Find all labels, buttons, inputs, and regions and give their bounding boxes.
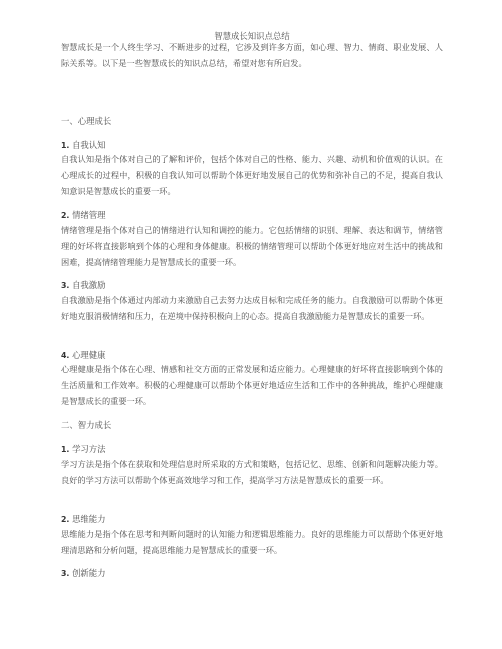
item-paragraph-emotion-management: 情绪管理是指个体对自己的情绪进行认知和调控的能力。它包括情绪的识别、理解、表达和调节，情绪管理的好坏将直接影响到个体的心理和身体健康。积极的情绪管理可以帮助个体更好地应对生活中的挑战和困难，提高情绪管理能力是智慧成长的重要一环。	[61, 225, 443, 267]
item-number: 4.	[61, 351, 70, 360]
item-heading-self-motivation	[61, 280, 106, 291]
section-heading-intellect: 二、智力成长	[61, 420, 112, 430]
item-paragraph-learning-methods: 学习方法是指个体在获取和处理信息时所采取的方式和策略，包括记忆、思维、创新和问题解决能力等。良好的学习方法可以帮助个体更高效地学习和工作，提高学习方法是智慧成长的重要一环。	[61, 459, 443, 485]
intro-paragraph: 智慧成长是一个人终生学习、不断进步的过程，它涉及到许多方面，如心理、智力、情商、职业发展、人际关系等。以下是一些智慧成长的知识点总结，希望对您有所启发。	[61, 42, 443, 68]
item-heading-mental-health	[61, 350, 106, 361]
item-paragraph-self-awareness: 自我认知是指个体对自己的了解和评价，包括个体对自己的性格、能力、兴趣、动机和价值观的认识。在心理成长的过程中，积极的自我认知可以帮助个体更好地发展自己的优势和弥补自己的不足，提高自我认知意识是智慧成长的重要一环。	[61, 154, 443, 196]
item-paragraph-mental-health: 心理健康是指个体在心理、情感和社交方面的正常发展和适应能力。心理健康的好坏将直接影响到个体的生活质量和工作效率。积极的心理健康可以帮助个体更好地适应生活和工作中的各种挑战，维护心理健康是智慧成长的重要一环。	[61, 364, 443, 406]
item-paragraph-self-motivation: 自我激励是指个体通过内部动力来激励自己去努力达成目标和完成任务的能力。自我激励可以帮助个体更好地克服消极情绪和压力，在逆境中保持积极向上的心态。提高自我激励能力是智慧成长的重要一环。	[61, 295, 443, 321]
document-title: 智慧成长知识点总结	[214, 31, 290, 41]
item-paragraph-thinking-ability: 思维能力是指个体在思考和判断问题时的认知能力和逻辑思维能力。良好的思维能力可以帮助个体更好地理清思路和分析问题，提高思维能力是智慧成长的重要一环。	[61, 529, 443, 555]
item-title: 情绪管理	[72, 210, 106, 220]
item-number: 2.	[61, 515, 70, 524]
item-title: 学习方法	[72, 444, 106, 454]
item-heading-innovation-ability	[61, 568, 106, 579]
item-number: 1.	[61, 141, 70, 150]
item-title: 自我认知	[72, 140, 106, 150]
item-title: 心理健康	[72, 350, 106, 360]
item-title: 思维能力	[72, 514, 106, 524]
item-number: 3.	[61, 569, 70, 578]
item-heading-learning-methods	[61, 444, 106, 455]
item-heading-emotion-management	[61, 210, 106, 221]
item-number: 2.	[61, 211, 70, 220]
item-heading-thinking-ability	[61, 514, 106, 525]
item-heading-self-awareness	[61, 140, 106, 151]
item-number: 1.	[61, 445, 70, 454]
item-number: 3.	[61, 281, 70, 290]
item-title: 创新能力	[72, 568, 106, 578]
item-title: 自我激励	[72, 280, 106, 290]
section-heading-psychology: 一、心理成长	[61, 116, 112, 126]
